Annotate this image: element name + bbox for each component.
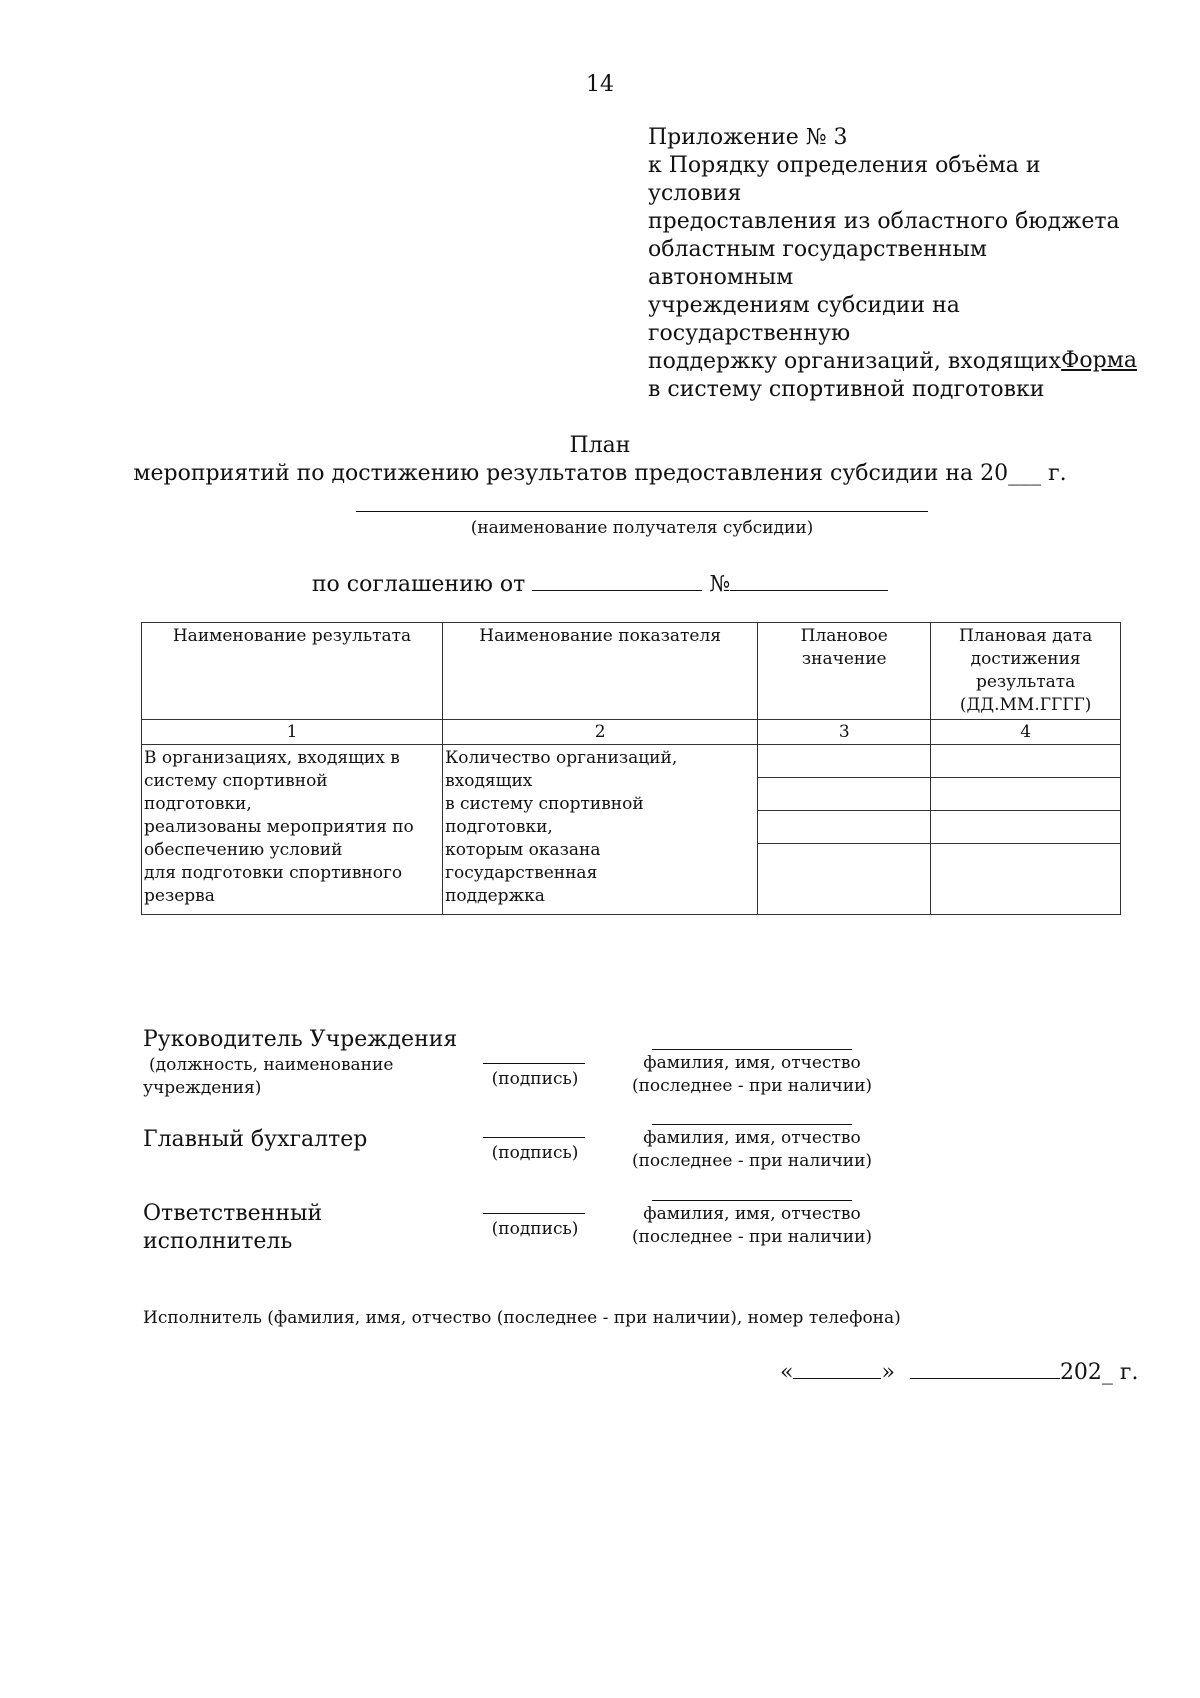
name-caption-line: (последнее - при наличии) bbox=[631, 1151, 873, 1171]
plan-table bbox=[141, 622, 1121, 915]
signatory-title-line: исполнитель bbox=[143, 1229, 293, 1254]
planned-value-cell[interactable] bbox=[758, 745, 931, 778]
recipient-field-line[interactable] bbox=[356, 511, 928, 512]
recipient-caption: (наименование получателя субсидии) bbox=[470, 518, 814, 538]
name-line[interactable] bbox=[652, 1124, 852, 1125]
agreement-number-sign: № bbox=[709, 572, 731, 597]
signatory-subtitle: учреждения) bbox=[143, 1078, 262, 1098]
result-line: для подготовки спортивного bbox=[144, 863, 403, 883]
appendix-line: Приложение № 3 bbox=[648, 125, 848, 150]
date-close-quote: » bbox=[881, 1360, 895, 1385]
planned-value-cell[interactable] bbox=[758, 811, 931, 844]
signatory-title: Главный бухгалтер bbox=[143, 1127, 368, 1152]
name-caption-line: фамилия, имя, отчество bbox=[643, 1053, 861, 1073]
header-planned-value: Плановое значение bbox=[758, 623, 931, 720]
title-line-2: мероприятий по достижению результатов предоставления субсидии на 20___ г. bbox=[133, 461, 1067, 486]
appendix-header bbox=[648, 124, 1128, 404]
date-open-quote: « bbox=[780, 1360, 794, 1385]
appendix-line: предоставления из областного бюджета bbox=[648, 209, 1120, 234]
table-header-row bbox=[142, 623, 1121, 720]
indicator-cell bbox=[443, 745, 758, 915]
name-caption bbox=[622, 1203, 882, 1249]
header-indicator: Наименование показателя bbox=[443, 623, 758, 720]
signature-line[interactable] bbox=[483, 1137, 585, 1138]
name-caption-line: (последнее - при наличии) bbox=[631, 1076, 873, 1096]
date-month-field[interactable] bbox=[910, 1358, 1060, 1379]
agreement-line bbox=[0, 570, 1200, 597]
signatory-title bbox=[143, 1200, 322, 1256]
name-line[interactable] bbox=[652, 1200, 852, 1201]
result-line: обеспечению условий bbox=[144, 840, 343, 860]
signature-block-head bbox=[143, 1026, 463, 1100]
signature-caption: (подпись) bbox=[491, 1069, 579, 1089]
planned-date-cell[interactable] bbox=[931, 778, 1121, 811]
column-number: 2 bbox=[443, 720, 758, 745]
appendix-line: поддержку организаций, входящих bbox=[648, 349, 1061, 374]
planned-date-cell[interactable] bbox=[931, 844, 1121, 915]
indicator-line: Количество организаций, входящих bbox=[445, 748, 678, 791]
signature-caption: (подпись) bbox=[491, 1143, 579, 1163]
table-row bbox=[142, 745, 1121, 778]
planned-date-cell[interactable] bbox=[931, 745, 1121, 778]
appendix-line: областным государственным автономным bbox=[648, 237, 987, 290]
planned-value-cell[interactable] bbox=[758, 844, 931, 915]
result-cell bbox=[142, 745, 443, 915]
name-caption bbox=[622, 1052, 882, 1098]
signature-line[interactable] bbox=[483, 1063, 585, 1064]
planned-date-cell[interactable] bbox=[931, 811, 1121, 844]
date-line bbox=[780, 1358, 1138, 1385]
executor-note: Исполнитель (фамилия, имя, отчество (последнее - при наличии), номер телефона) bbox=[143, 1308, 901, 1328]
agreement-number-field[interactable] bbox=[730, 570, 888, 591]
column-number-row bbox=[142, 720, 1121, 745]
agreement-prefix: по соглашению от bbox=[311, 572, 526, 597]
signatory-subtitle: (должность, наименование bbox=[149, 1055, 394, 1075]
document-title bbox=[0, 432, 1200, 488]
signature-caption: (подпись) bbox=[491, 1219, 579, 1239]
form-label: Форма bbox=[1061, 348, 1137, 373]
title-line-1: План bbox=[569, 433, 631, 458]
indicator-line: в систему спортивной подготовки, bbox=[445, 794, 644, 837]
appendix-line: в систему спортивной подготовки bbox=[648, 377, 1045, 402]
header-planned-date: Плановая дата достижения результата (ДД.ММ.ГГГГ) bbox=[931, 623, 1121, 720]
date-year: 202_ г. bbox=[1059, 1360, 1139, 1385]
date-day-field[interactable] bbox=[793, 1358, 881, 1379]
result-line: резерва bbox=[144, 886, 215, 906]
indicator-line: которым оказана государственная bbox=[445, 840, 601, 883]
agreement-date-field[interactable] bbox=[532, 570, 702, 591]
planned-value-cell[interactable] bbox=[758, 778, 931, 811]
column-number: 3 bbox=[758, 720, 931, 745]
appendix-line: учреждениям субсидии на государственную bbox=[648, 293, 960, 346]
indicator-line: поддержка bbox=[445, 886, 545, 906]
column-number: 1 bbox=[142, 720, 443, 745]
signatory-title: Руководитель Учреждения bbox=[143, 1027, 458, 1052]
name-caption-line: (последнее - при наличии) bbox=[631, 1227, 873, 1247]
result-line: реализованы мероприятия по bbox=[144, 817, 414, 837]
page-number: 14 bbox=[586, 72, 614, 97]
appendix-line: к Порядку определения объёма и условия bbox=[648, 153, 1041, 206]
name-line[interactable] bbox=[652, 1049, 852, 1050]
name-caption-line: фамилия, имя, отчество bbox=[643, 1204, 861, 1224]
column-number: 4 bbox=[931, 720, 1121, 745]
signatory-title-line: Ответственный bbox=[143, 1201, 323, 1226]
name-caption bbox=[622, 1127, 882, 1173]
name-caption-line: фамилия, имя, отчество bbox=[643, 1128, 861, 1148]
signature-line[interactable] bbox=[483, 1213, 585, 1214]
header-result: Наименование результата bbox=[142, 623, 443, 720]
result-line: систему спортивной подготовки, bbox=[144, 771, 328, 814]
result-line: В организациях, входящих в bbox=[144, 748, 400, 768]
